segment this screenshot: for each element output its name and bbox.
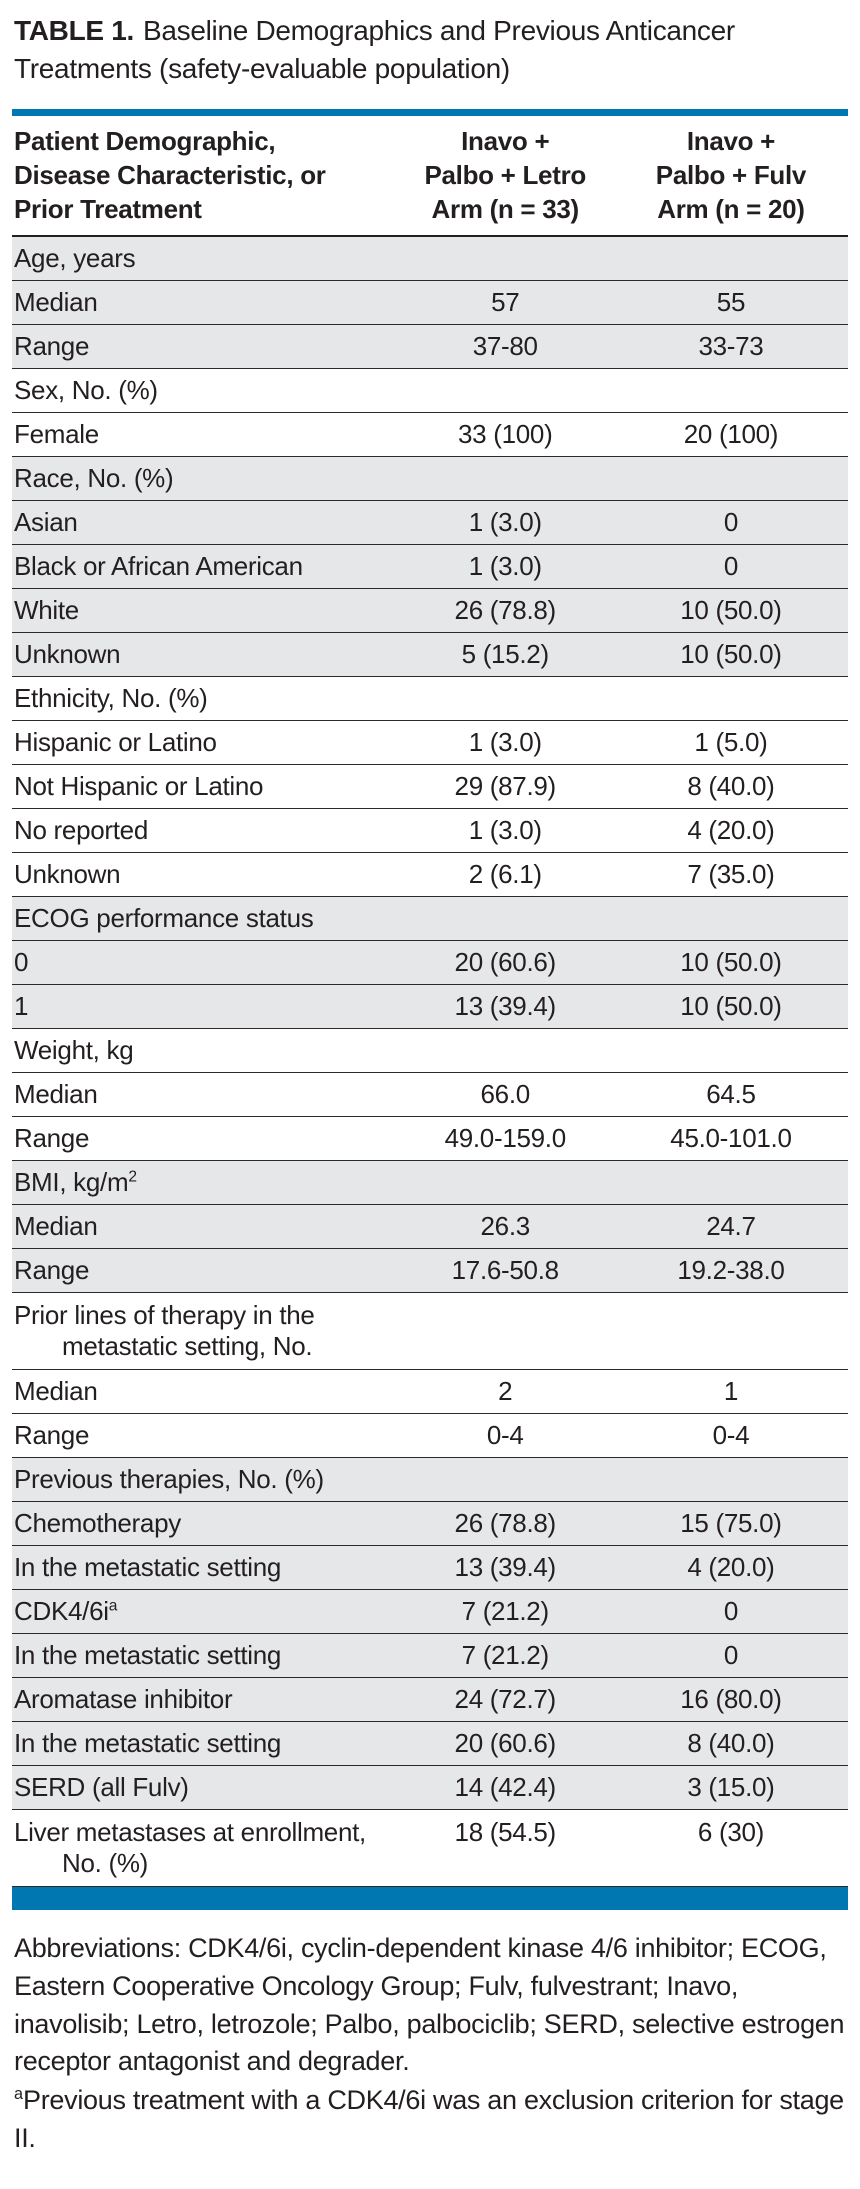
table-row: [12, 1117, 848, 1161]
row-label: Unknown: [14, 639, 121, 670]
row-label: Prior lines of therapy in the metastatic setting, No.: [14, 1300, 315, 1362]
header-col-inavo-palbo-fulv-arm: Inavo + Palbo + Fulv Arm (n = 20): [655, 126, 807, 225]
row-value: 33 (100): [458, 419, 553, 450]
row-value: 20 (100): [683, 419, 779, 450]
row-value: 4 (20.0): [687, 1552, 775, 1583]
row-value: 26 (78.8): [454, 595, 556, 626]
row-value: 1 (5.0): [694, 727, 768, 758]
row-label: Female: [14, 419, 99, 450]
row-value: 8 (40.0): [687, 1728, 775, 1759]
row-label: Not Hispanic or Latino: [14, 771, 264, 802]
section-header-row: [12, 1293, 848, 1370]
row-label: $CDK4/6i^a$: [14, 1596, 118, 1627]
table-header-row: [12, 116, 848, 237]
table-caption-text: Baseline Demographics and Previous Anticancer Treatments (safety-evaluable population): [14, 15, 735, 84]
footnote-a-marker: a: [14, 2085, 24, 2104]
section-header-row: [12, 1161, 848, 1205]
section-header-row: [12, 457, 848, 501]
row-value: 19.2-38.0: [677, 1255, 785, 1286]
row-label: Range: [14, 331, 90, 362]
row-label: Median: [14, 287, 98, 318]
row-label: SERD (all Fulv): [14, 1772, 189, 1803]
table-row: [12, 1546, 848, 1590]
row-value: 18 (54.5): [454, 1817, 556, 1848]
row-value: 4 (20.0): [687, 815, 775, 846]
row-value: 0-4: [712, 1420, 750, 1451]
row-label: Sex, No. (%): [14, 375, 158, 406]
section-header-row: [12, 237, 848, 281]
table-body: [12, 237, 848, 1887]
row-label: Hispanic or Latino: [14, 727, 217, 758]
footnote-a-text: Previous treatment with a CDK4/6i was an exclusion criterion for stage II.: [14, 2085, 844, 2154]
row-value: 37-80: [472, 331, 538, 362]
table-row: [12, 1590, 848, 1634]
row-label: Age, years: [14, 243, 136, 274]
table-row: [12, 721, 848, 765]
table-row: [12, 1502, 848, 1546]
row-value: 7 (21.2): [461, 1640, 549, 1671]
row-value: 16 (80.0): [680, 1684, 782, 1715]
table-row: [12, 413, 848, 457]
row-label: Weight, kg: [14, 1035, 134, 1066]
bottom-accent-bar: [12, 1887, 848, 1910]
table-row: [12, 1810, 848, 1887]
row-value: 20 (60.6): [454, 1728, 556, 1759]
table-row: [12, 985, 848, 1029]
row-value: [397, 1293, 614, 1307]
row-value: 0: [723, 507, 739, 538]
row-value: [614, 1293, 848, 1307]
row-label: No reported: [14, 815, 148, 846]
row-value: 49.0-159.0: [444, 1123, 566, 1154]
row-label: Asian: [14, 507, 78, 538]
demographics-table: [12, 109, 848, 1910]
row-label: 0: [14, 947, 29, 978]
row-value: 13 (39.4): [454, 991, 556, 1022]
row-label: Unknown: [14, 859, 121, 890]
row-value: 33-73: [698, 331, 764, 362]
footnotes: [12, 1930, 848, 2158]
row-value: 2 (6.1): [468, 859, 542, 890]
row-value: 1 (3.0): [468, 507, 542, 538]
table-row: [12, 1766, 848, 1810]
table-row: [12, 853, 848, 897]
row-label: ECOG performance status: [14, 903, 314, 934]
row-label: Range: [14, 1255, 90, 1286]
row-value: 64.5: [706, 1079, 756, 1110]
row-value: 0-4: [486, 1420, 524, 1451]
row-value: 1 (3.0): [468, 551, 542, 582]
table-caption: [14, 12, 848, 87]
superscript-marker: a: [108, 1597, 118, 1615]
row-value: 10 (50.0): [680, 991, 782, 1022]
row-value: 1 (3.0): [468, 815, 542, 846]
footnote-a: [14, 2082, 848, 2158]
row-value: 7 (35.0): [687, 859, 775, 890]
section-header-row: [12, 369, 848, 413]
table-row: [12, 501, 848, 545]
row-value: 66.0: [480, 1079, 530, 1110]
row-value: 2: [498, 1376, 513, 1407]
row-label: Median: [14, 1376, 98, 1407]
row-value: 17.6-50.8: [451, 1255, 559, 1286]
section-header-row: [12, 677, 848, 721]
row-value: 1: [723, 1376, 739, 1407]
row-label: White: [14, 595, 79, 626]
row-label: Median: [14, 1079, 98, 1110]
row-value: 26.3: [480, 1211, 530, 1242]
header-col-inavo-palbo-letro-arm: Inavo + Palbo + Letro Arm (n = 33): [424, 126, 586, 225]
table-row: [12, 633, 848, 677]
table-row: [12, 545, 848, 589]
row-value: 29 (87.9): [454, 771, 556, 802]
row-label: Aromatase inhibitor: [14, 1684, 233, 1715]
row-label: Chemotherapy: [14, 1508, 181, 1539]
row-label: Black or African American: [14, 551, 303, 582]
row-label: Previous therapies, No. (%): [14, 1464, 324, 1495]
header-col-demographic: Patient Demographic, Disease Characteristic, or Prior Treatment: [14, 126, 326, 225]
table-row: [12, 1414, 848, 1458]
row-value: 7 (21.2): [461, 1596, 549, 1627]
table-row: [12, 1205, 848, 1249]
table-row: [12, 1722, 848, 1766]
table-row: [12, 1634, 848, 1678]
table-row: [12, 1370, 848, 1414]
row-value: 5 (15.2): [461, 639, 549, 670]
row-label: Range: [14, 1420, 90, 1451]
row-label: In the metastatic setting: [14, 1728, 282, 1759]
table-row: [12, 765, 848, 809]
row-value: 10 (50.0): [680, 595, 782, 626]
row-label: Liver metastases at enrollment, No. (%): [14, 1817, 366, 1879]
row-value: 6 (30): [697, 1817, 764, 1848]
row-value: 8 (40.0): [687, 771, 775, 802]
table-row: [12, 325, 848, 369]
table-row: [12, 809, 848, 853]
row-label: BMI, $kg/m^2$: [14, 1167, 138, 1198]
row-value: 13 (39.4): [454, 1552, 556, 1583]
section-header-row: [12, 897, 848, 941]
row-value: 0: [723, 1640, 739, 1671]
row-label: 1: [14, 991, 29, 1022]
row-value: 3 (15.0): [687, 1772, 775, 1803]
row-value: 45.0-101.0: [670, 1123, 792, 1154]
row-value: 0: [723, 551, 739, 582]
table-row: [12, 589, 848, 633]
row-value: 14 (42.4): [454, 1772, 556, 1803]
table-row: [12, 1073, 848, 1117]
row-label: In the metastatic setting: [14, 1640, 282, 1671]
row-label: Median: [14, 1211, 98, 1242]
row-label: Race, No. (%): [14, 463, 174, 494]
row-label: Ethnicity, No. (%): [14, 683, 208, 714]
table-row: [12, 1678, 848, 1722]
row-value: 0: [723, 1596, 739, 1627]
row-value: 10 (50.0): [680, 639, 782, 670]
table-row: [12, 1249, 848, 1293]
section-header-row: [12, 1458, 848, 1502]
row-value: 55: [716, 287, 746, 318]
table-row: [12, 941, 848, 985]
row-label: Range: [14, 1123, 90, 1154]
row-value: 24.7: [706, 1211, 756, 1242]
row-value: 1 (3.0): [468, 727, 542, 758]
row-value: 57: [491, 287, 520, 318]
abbreviations-note: Abbreviations: CDK4/6i, cyclin-dependent kinase 4/6 inhibitor; ECOG, Eastern Cooperative Oncology Group; Fulv, fulvestrant; Inavo, inavolisib; Letro, letrozole; Palbo, palbociclib; SERD, selective estrogen receptor antagonist and degrader.: [14, 1933, 845, 2077]
superscript-marker: 2: [128, 1168, 138, 1186]
table-caption-label: TABLE 1.: [14, 15, 134, 46]
row-value: 15 (75.0): [680, 1508, 782, 1539]
row-value: 26 (78.8): [454, 1508, 556, 1539]
row-value: 10 (50.0): [680, 947, 782, 978]
table-row: [12, 281, 848, 325]
row-value: 20 (60.6): [454, 947, 556, 978]
row-value: 24 (72.7): [454, 1684, 556, 1715]
row-label: In the metastatic setting: [14, 1552, 282, 1583]
section-header-row: [12, 1029, 848, 1073]
